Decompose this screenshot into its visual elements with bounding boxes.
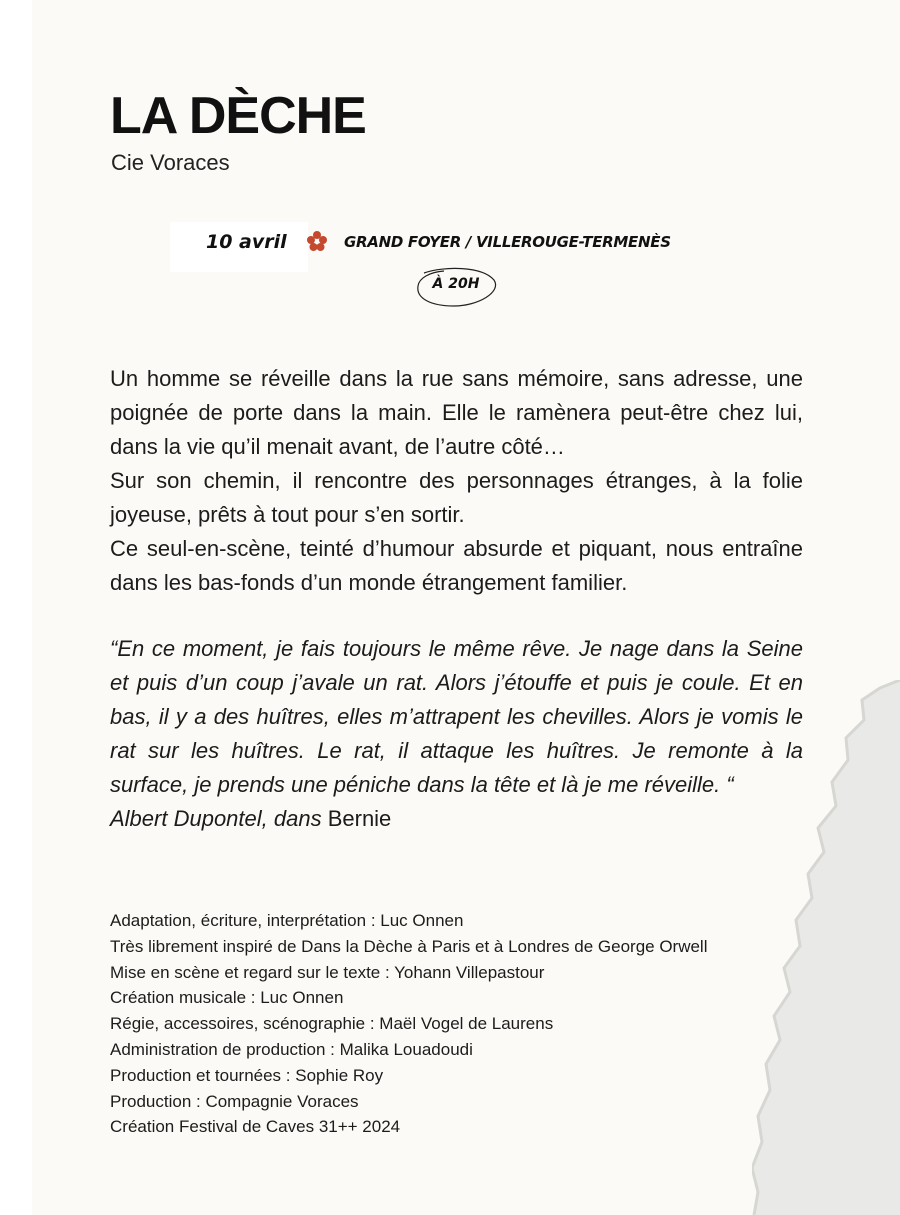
event-time: À 20H (432, 276, 480, 292)
page-title: LA DÈCHE (110, 87, 366, 145)
credit-line: Adaptation, écriture, interprétation : Luc Onnen (110, 911, 464, 930)
quote-work: Bernie (327, 806, 392, 831)
credit-line: Très librement inspiré de Dans la Dèche à Paris et à Londres de George Orwell (110, 936, 708, 956)
quote-text: “En ce moment, je fais toujours le même rêve. Je nage dans la Seine et puis d’un coup j’avale un rat. Alors j’étouffe et puis je coule. Et en bas, il y a des huîtres, elles m’attrapent les chevilles. Alors je vomis le rat sur les huîtres. Le rat, il attaque les huîtres. Je remonte à la surface, je prends une péniche dans la tête et là je me réveille. “ (110, 636, 803, 797)
program-page (32, 0, 900, 1215)
description-paragraph: Un homme se réveille dans la rue sans mémoire, sans adresse, une poignée de porte dans la main. Elle le ramènera peut-être chez lui, dans la vie qu’il menait avant, de l’autre côté… (110, 366, 803, 459)
event-time-badge (414, 264, 498, 310)
credit-line: Administration de production : Malika Louadoudi (110, 1039, 473, 1059)
credits-list (110, 908, 810, 1140)
credit-line: Production : Compagnie Voraces (110, 1091, 359, 1111)
credit-line: Production et tournées : Sophie Roy (110, 1065, 384, 1085)
flower-icon (306, 230, 328, 252)
description-paragraph: Sur son chemin, il rencontre des personnages étranges, à la folie joyeuse, prêts à tout pour s’en sortir. (110, 468, 803, 527)
credit-line: Mise en scène et regard sur le texte : Yohann Villepastour (110, 962, 545, 982)
event-date: 10 avril (206, 231, 287, 253)
credit-line: Création Festival de Caves 31++ 2024 (110, 1117, 401, 1137)
quote-attribution (110, 802, 803, 836)
quote-block (110, 632, 803, 836)
company-name: Cie Voraces (111, 150, 230, 175)
credit-line: Création musicale : Luc Onnen (110, 988, 344, 1008)
credit-line: Régie, accessoires, scénographie : Maël Vogel de Laurens (110, 1014, 554, 1034)
quote-author: Albert Dupontel, dans (110, 806, 328, 831)
description (110, 362, 803, 600)
description-paragraph: Ce seul-en-scène, teinté d’humour absurde et piquant, nous entraîne dans les bas-fonds d’un monde étrangement familier. (110, 536, 803, 595)
event-venue: GRAND FOYER / VILLEROUGE-TERMENÈS (344, 233, 671, 251)
